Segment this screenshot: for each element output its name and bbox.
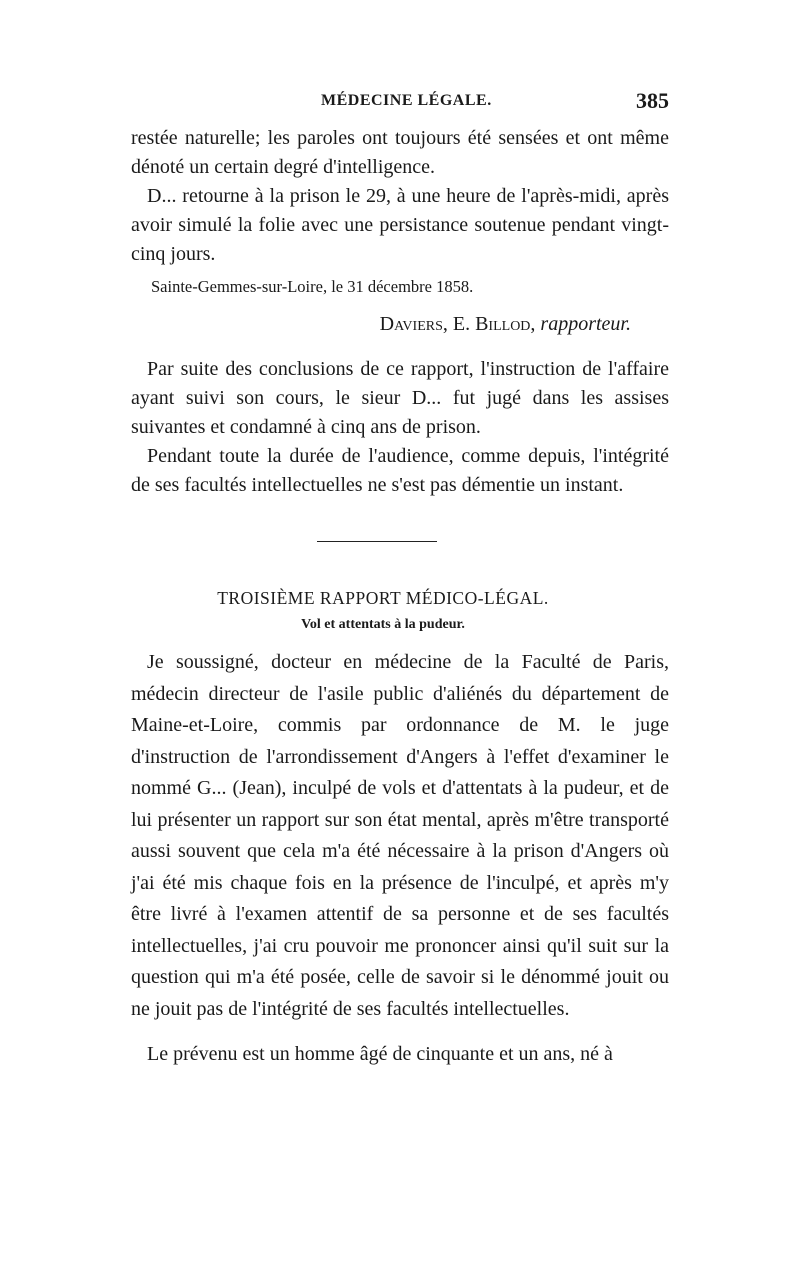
running-title: MÉDECINE LÉGALE.	[321, 92, 492, 109]
page-body	[131, 124, 669, 1071]
section-divider	[317, 541, 437, 542]
paragraph-report-intro: Je soussigné, docteur en médecine de la Faculté de Paris, médecin directeur de l'asile public d'aliénés du département de Maine-et-Loire, commis par ordonnance de M. le juge d'instruction de l'arrondissement d'Angers à l'effet d'examiner le nommé G... (Jean), inculpé de vols et d'attentats à la pudeur, et de lui présenter un rapport sur son état mental, après m'être transporté aussi souvent que cela m'a été nécessaire à la prison d'Angers où j'ai été mis chaque fois en la présence de l'inculpé, et après m'y être livré à l'examen attentif de sa personne et de ses facultés intellectuelles, j'ai cru pouvoir me prononcer ainsi qu'il suit sur la question qui m'a été posée, celle de savoir si le dénommé jouit ou ne jouit pas de l'intégrité de ses facultés intellectuelles.	[131, 651, 669, 1020]
dateline: Sainte-Gemmes-sur-Loire, le 31 décembre 1858.	[151, 277, 474, 296]
signature-names: Daviers, E. Billod,	[379, 313, 536, 335]
paragraph-outcome: Par suite des conclusions de ce rapport, l'instruction de l'affaire ayant suivi son cours, le sieur D... fut jugé dans les assises suivantes et condamné à cinq ans de prison.	[131, 358, 669, 438]
section-title: TROISIÈME RAPPORT MÉDICO-LÉGAL.	[217, 588, 549, 608]
page-number: 385	[636, 88, 669, 113]
paragraph-return-to-prison: D... retourne à la prison le 29, à une heure de l'après-midi, après avoir simulé la folie avec une persistance soutenue pendant vingt-cinq jours.	[131, 185, 669, 265]
signature-role: rapporteur.	[540, 313, 631, 335]
paragraph-defendant: Le prévenu est un homme âgé de cinquante et un ans, né à	[147, 1043, 613, 1065]
section-subtitle: Vol et attentats à la pudeur.	[301, 617, 465, 632]
paragraph-continued: restée naturelle; les paroles ont toujours été sensées et ont même dénoté un certain degré d'intelligence.	[131, 127, 669, 178]
signature	[131, 311, 669, 337]
page-header	[131, 88, 669, 116]
paragraph-audience: Pendant toute la durée de l'audience, comme depuis, l'intégrité de ses facultés intellectuelles ne s'est pas démentie un instant.	[131, 445, 669, 496]
